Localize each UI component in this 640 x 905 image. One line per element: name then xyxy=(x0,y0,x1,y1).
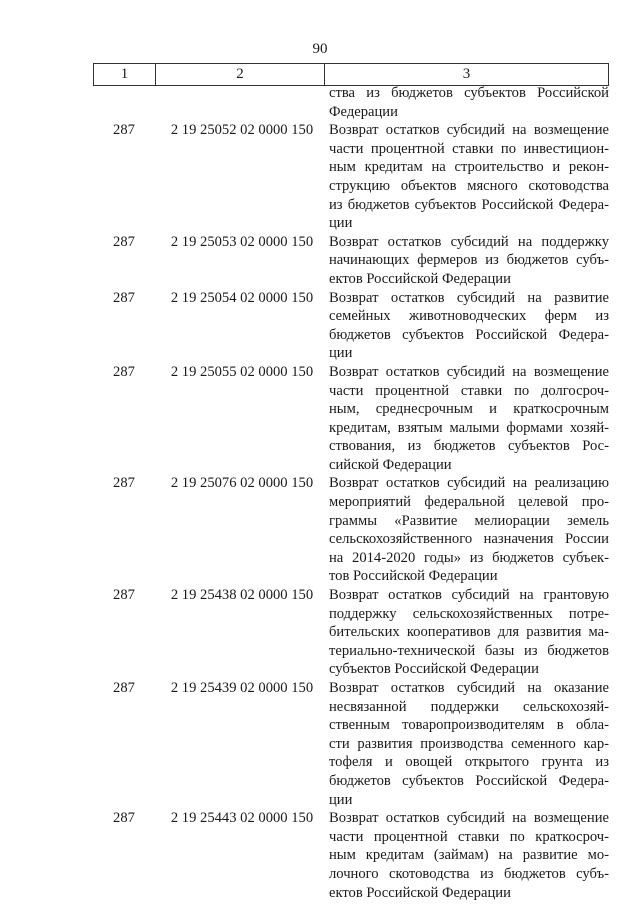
description-cell xyxy=(329,121,609,233)
description-line: сельскохозяйственного назначения России xyxy=(329,531,609,548)
description-line: граммы «Развитие мелиорации земель xyxy=(329,512,609,529)
description-line: субъектов Российской Федерации xyxy=(329,661,539,678)
budget-code-cell: 2 19 25439 02 0000 150 xyxy=(170,680,314,696)
description-cell xyxy=(329,289,609,363)
description-line: мероприятий федеральной целевой про- xyxy=(329,494,609,511)
description-line: сийской Федерации xyxy=(329,456,452,473)
description-cell xyxy=(329,233,609,289)
description-line: сти развития производства семенного кар- xyxy=(329,735,609,752)
description-line: ственным товаропроизводителям в обла- xyxy=(329,717,609,734)
budget-code-cell: 2 19 25438 02 0000 150 xyxy=(170,587,314,604)
description-line: семейных животноводческих ферм из xyxy=(329,308,609,325)
table-rows xyxy=(93,121,609,902)
admin-code-cell: 287 xyxy=(113,122,135,139)
admin-code-cell: 287 xyxy=(113,680,135,696)
description-line: Возврат остатков субсидий на поддержку xyxy=(329,233,609,250)
description-line: Возврат остатков субсидий на оказание xyxy=(329,680,609,696)
header-col-3: 3 xyxy=(462,66,471,82)
description-line: тов Российской Федерации xyxy=(329,568,498,585)
description-line: бюджетов субъектов Российской Федера- xyxy=(329,326,609,343)
budget-code-cell: 2 19 25076 02 0000 150 xyxy=(170,475,314,492)
description-line: териально-технической базы из бюджетов xyxy=(329,642,609,659)
budget-code-cell: 2 19 25055 02 0000 150 xyxy=(170,363,314,380)
description-cell xyxy=(329,363,609,475)
description-line: бюджетов субъектов Российской Федера- xyxy=(329,772,609,789)
page-number: 90 xyxy=(312,41,328,57)
admin-code-cell: 287 xyxy=(113,363,135,380)
description-line: ектов Российской Федерации xyxy=(329,884,511,901)
description-line: ным кредитам (займам) на развитие мо- xyxy=(329,847,609,864)
description-line: струкцию объектов мясного скотоводства xyxy=(329,177,609,194)
description-line: на 2014-2020 годы» из бюджетов субъек- xyxy=(329,549,609,566)
description-line: лочного скотоводства из бюджетов субъ- xyxy=(329,865,609,882)
table-row xyxy=(93,679,609,809)
table-row xyxy=(93,586,609,679)
description-line: бительских кооперативов для развития ма- xyxy=(329,624,609,641)
table-row xyxy=(93,233,609,289)
admin-code-cell: 287 xyxy=(113,289,135,306)
table-row xyxy=(93,363,609,475)
table-row xyxy=(93,121,609,233)
description-line: начинающих фермеров из бюджетов субъ- xyxy=(329,252,609,269)
header-col-1: 1 xyxy=(94,64,156,85)
description-cell xyxy=(329,586,609,679)
description-line: части процентной ставки по инвестицион- xyxy=(329,140,609,157)
description-line: кредитам, взятым малыми формами хозяй- xyxy=(329,419,609,436)
description-line: тофеля и овощей открытого грунта из xyxy=(329,754,609,771)
description-line: поддержку сельскохозяйственных потре- xyxy=(329,605,609,622)
description-line: ции xyxy=(329,215,353,232)
description-line: ектов Российской Федерации xyxy=(329,270,511,287)
admin-code-cell: 287 xyxy=(113,233,135,250)
budget-code-cell: 2 19 25443 02 0000 150 xyxy=(170,810,314,827)
table-row xyxy=(93,289,609,363)
description-line: ции xyxy=(329,345,353,362)
description-cell xyxy=(329,809,609,902)
description-line: части процентной ставки по краткосроч- xyxy=(329,828,609,845)
budget-code-cell: 2 19 25053 02 0000 150 xyxy=(170,233,314,250)
description-line: Возврат остатков субсидий на реализацию xyxy=(329,475,609,492)
description-line: Возврат остатков субсидий на возмещение xyxy=(329,122,609,139)
description-cell xyxy=(329,679,609,809)
admin-code-cell: 287 xyxy=(113,587,135,604)
description-line: ствования, из бюджетов субъектов Рос- xyxy=(329,438,609,455)
admin-code-cell: 287 xyxy=(113,475,135,492)
continuation-text xyxy=(329,84,609,121)
description-line: Возврат остатков субсидий на возмещение xyxy=(329,810,609,827)
description-line: Возврат остатков субсидий на развитие xyxy=(329,289,609,306)
description-line: ным кредитам на строительство и рекон- xyxy=(329,159,609,176)
description-line: ным, среднесрочным и краткосрочным xyxy=(329,401,609,418)
budget-code-cell: 2 19 25052 02 0000 150 xyxy=(170,122,314,139)
description-line: Возврат остатков субсидий на грантовую xyxy=(329,587,609,604)
header-col-2: 2 xyxy=(156,64,325,85)
table-row xyxy=(93,809,609,902)
table-header xyxy=(93,63,609,86)
admin-code-cell: 287 xyxy=(113,810,135,827)
description-line: ства из бюджетов субъектов Российской xyxy=(329,85,609,101)
description-cell xyxy=(329,474,609,586)
description-line: части процентной ставки по долгосроч- xyxy=(329,382,609,399)
description-line: ции xyxy=(329,791,353,808)
description-line: Федерации xyxy=(329,103,398,120)
table-body xyxy=(93,84,609,902)
budget-code-cell: 2 19 25054 02 0000 150 xyxy=(170,289,314,306)
description-line: несвязанной поддержки сельскохозяй- xyxy=(329,698,609,715)
description-line: из бюджетов субъектов Российской Федера- xyxy=(329,196,609,213)
description-line: Возврат остатков субсидий на возмещение xyxy=(329,363,609,380)
table-row xyxy=(93,474,609,586)
